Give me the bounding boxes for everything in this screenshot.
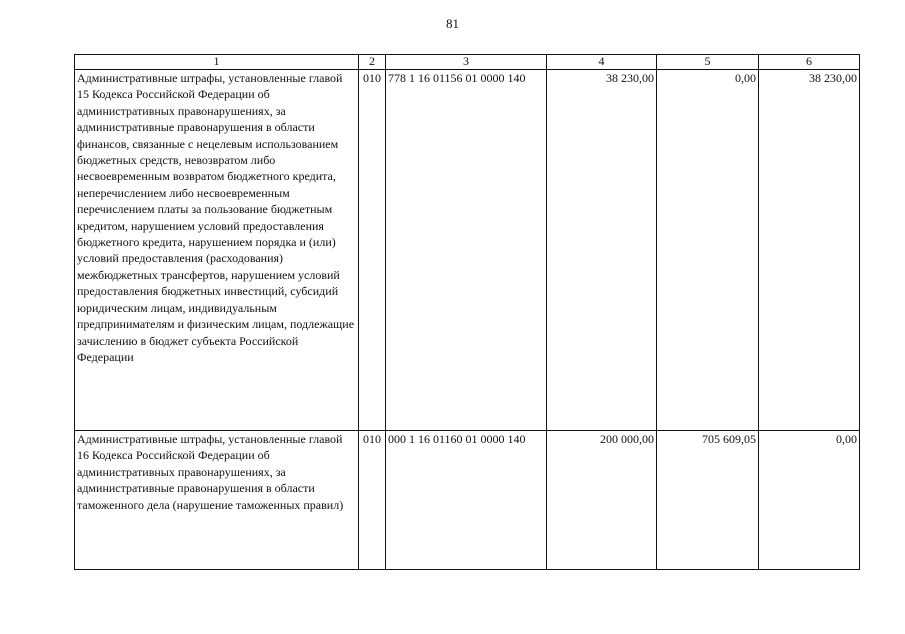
row-col2: 010 — [359, 70, 386, 431]
row-col6: 38 230,00 — [759, 70, 860, 431]
header-col-6: 6 — [759, 55, 860, 70]
row-col4: 200 000,00 — [547, 431, 657, 570]
header-col-2: 2 — [359, 55, 386, 70]
row-col4: 38 230,00 — [547, 70, 657, 431]
header-col-5: 5 — [657, 55, 759, 70]
row-col2: 010 — [359, 431, 386, 570]
header-col-4: 4 — [547, 55, 657, 70]
header-col-1: 1 — [75, 55, 359, 70]
row-col5: 0,00 — [657, 70, 759, 431]
row-code: 778 1 16 01156 01 0000 140 — [386, 70, 547, 431]
table-header — [75, 55, 860, 70]
row-col6: 0,00 — [759, 431, 860, 570]
budget-table — [74, 54, 860, 570]
header-row — [75, 55, 860, 70]
row-code: 000 1 16 01160 01 0000 140 — [386, 431, 547, 570]
row-description: Административные штрафы, установленные главой 16 Кодекса Российской Федерации об административных правонарушениях, за административные правонарушения в области таможенного дела (нарушение таможенных правил) — [75, 431, 359, 570]
row-col5: 705 609,05 — [657, 431, 759, 570]
page-number: 81 — [446, 16, 459, 31]
table-row — [75, 70, 860, 431]
row-description: Административные штрафы, установленные главой 15 Кодекса Российской Федерации об административных правонарушениях, за административные правонарушения в области финансов, связанные с нецелевым использованием бюджетных средств, невозвратом либо несвоевременным возвратом бюджетного кредита, неперечислением либо несвоевременным перечислением платы за пользование бюджетным кредитом, нарушением условий предоставления бюджетного кредита, нарушением порядка и (или) условий предоставления (расходования) межбюджетных трансфертов, нарушением условий предоставления бюджетных инвестиций, субсидий юридическим лицам, индивидуальным предпринимателям и физическим лицам, подлежащие зачислению в бюджет субъекта Российской Федерации — [75, 70, 359, 431]
header-col-3: 3 — [386, 55, 547, 70]
table-row — [75, 431, 860, 570]
